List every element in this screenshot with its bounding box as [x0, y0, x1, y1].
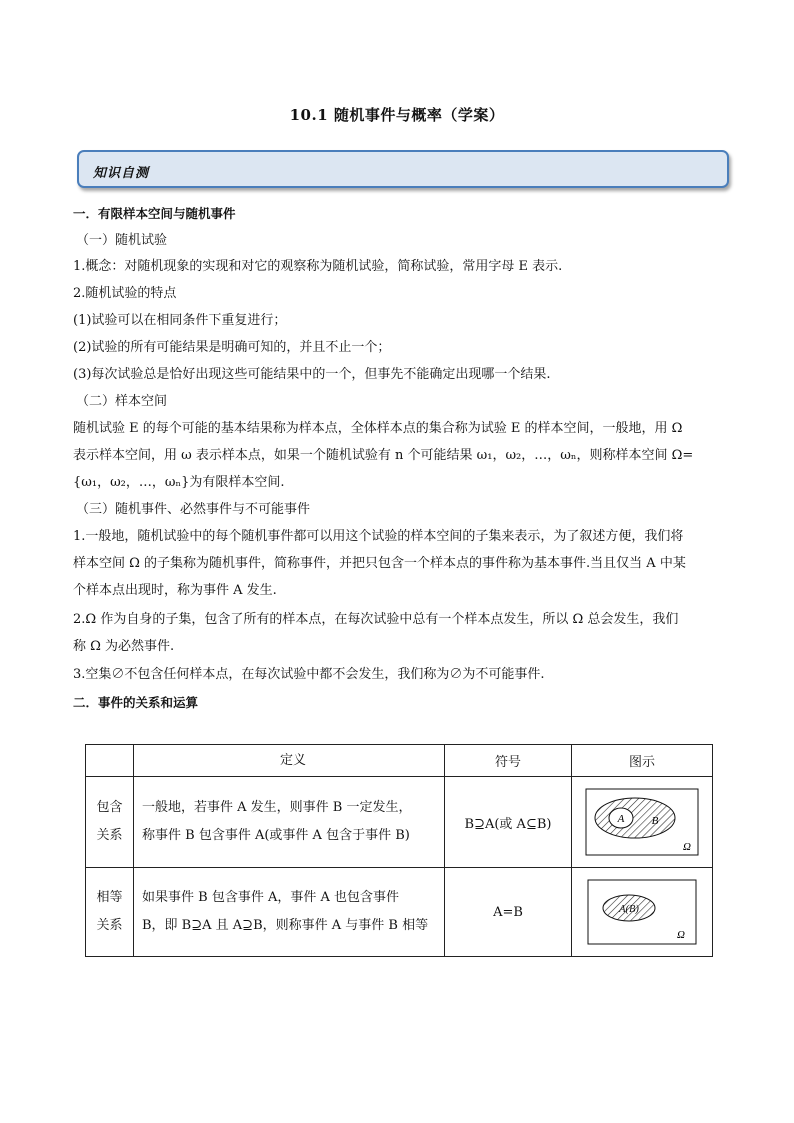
definition-line: 称事件 B 包含事件 A(或事件 A 包含于事件 B): [142, 828, 410, 843]
paragraph: 表示样本空间，用 ω 表示样本点，如果一个随机试验有 n 个可能结果 ω₁，ω₂，…，ωₙ，则称样本空间 Ω=: [73, 448, 694, 463]
omega-label: Ω: [683, 841, 691, 853]
paragraph: 3.空集∅不包含任何样本点，在每次试验中都不会发生，我们称为∅为不可能事件.: [73, 667, 545, 682]
heading-1: 一．有限样本空间与随机事件: [73, 206, 236, 221]
table-header-cell: 符号: [445, 745, 572, 777]
event-a-label: A: [617, 813, 625, 825]
symbol-cell: B⊇A(或 A⊆B): [445, 777, 572, 868]
definition-cell: [134, 777, 445, 868]
symbol-cell: A=B: [445, 868, 572, 957]
table-row: [86, 868, 713, 957]
heading-2: 二．事件的关系和运算: [73, 695, 199, 710]
figure-cell: [572, 868, 713, 957]
paragraph: 样本空间 Ω 的子集称为随机事件，简称事件，并把只包含一个样本点的事件称为基本事件.当且仅当 A 中某: [73, 556, 686, 571]
table-header-cell: 图示: [572, 745, 713, 777]
definition-line: 如果事件 B 包含事件 A，事件 A 也包含事件: [142, 890, 399, 905]
relation-name-cell: [86, 868, 134, 957]
paragraph: 个样本点出现时，称为事件 A 发生.: [73, 583, 277, 598]
paragraph: 2.Ω 作为自身的子集，包含了所有的样本点，在每次试验中总有一个样本点发生，所以 Ω 总会发生，我们: [73, 612, 679, 627]
paragraph: (2)试验的所有可能结果是明确可知的，并且不止一个；: [73, 340, 391, 355]
relation-name: 包含: [96, 800, 123, 815]
definition-cell: [134, 868, 445, 957]
subheading-3: （三）随机事件、必然事件与不可能事件: [76, 502, 311, 517]
table-row: [86, 777, 713, 868]
venn-diagram-inclusion: [585, 788, 699, 856]
subheading-2: （二）样本空间: [76, 394, 168, 409]
definition-line: 一般地，若事件 A 发生，则事件 B 一定发生，: [142, 800, 412, 815]
paragraph: (1)试验可以在相同条件下重复进行；: [73, 313, 287, 328]
figure-cell: [572, 777, 713, 868]
relation-name: 相等: [96, 890, 123, 905]
event-b-ellipse: [595, 798, 675, 838]
subheading-1: （一）随机试验: [76, 233, 168, 248]
relation-name-cell: [86, 777, 134, 868]
event-relations-table: [85, 744, 713, 957]
relation-name: 关系: [96, 828, 123, 843]
banner-label: 知识自测: [93, 166, 150, 181]
omega-label: Ω: [677, 929, 685, 941]
paragraph: 1.概念：对随机现象的实现和对它的观察称为随机试验，简称试验，常用字母 E 表示.: [73, 259, 563, 274]
table-header-row: [86, 745, 713, 777]
paragraph: 2.随机试验的特点: [73, 286, 177, 301]
paragraph: 随机试验 E 的每个可能的基本结果称为样本点，全体样本点的集合称为试验 E 的样本空间，一般地，用 Ω: [73, 421, 683, 436]
table-header-cell: 定义: [134, 745, 445, 777]
event-b-label: B: [651, 815, 659, 827]
page-title: 10.1 随机事件与概率（学案）: [289, 106, 505, 124]
definition-line: B，即 B⊇A 且 A⊇B，则称事件 A 与事件 B 相等: [142, 918, 429, 933]
paragraph: 1.一般地，随机试验中的每个随机事件都可以用这个试验的样本空间的子集来表示，为了叙述方便，我们将: [73, 529, 684, 544]
venn-diagram-equality: [587, 879, 697, 945]
section-banner: [77, 150, 729, 188]
paragraph: 称 Ω 为必然事件.: [73, 639, 175, 654]
relation-name: 关系: [96, 918, 123, 933]
table-header-cell: [86, 745, 134, 777]
paragraph: (3)每次试验总是恰好出现这些可能结果中的一个，但事先不能确定出现哪一个结果.: [73, 367, 551, 382]
event-ab-label: A(B): [619, 904, 639, 915]
paragraph: {ω₁，ω₂，…，ωₙ}为有限样本空间.: [73, 475, 285, 490]
